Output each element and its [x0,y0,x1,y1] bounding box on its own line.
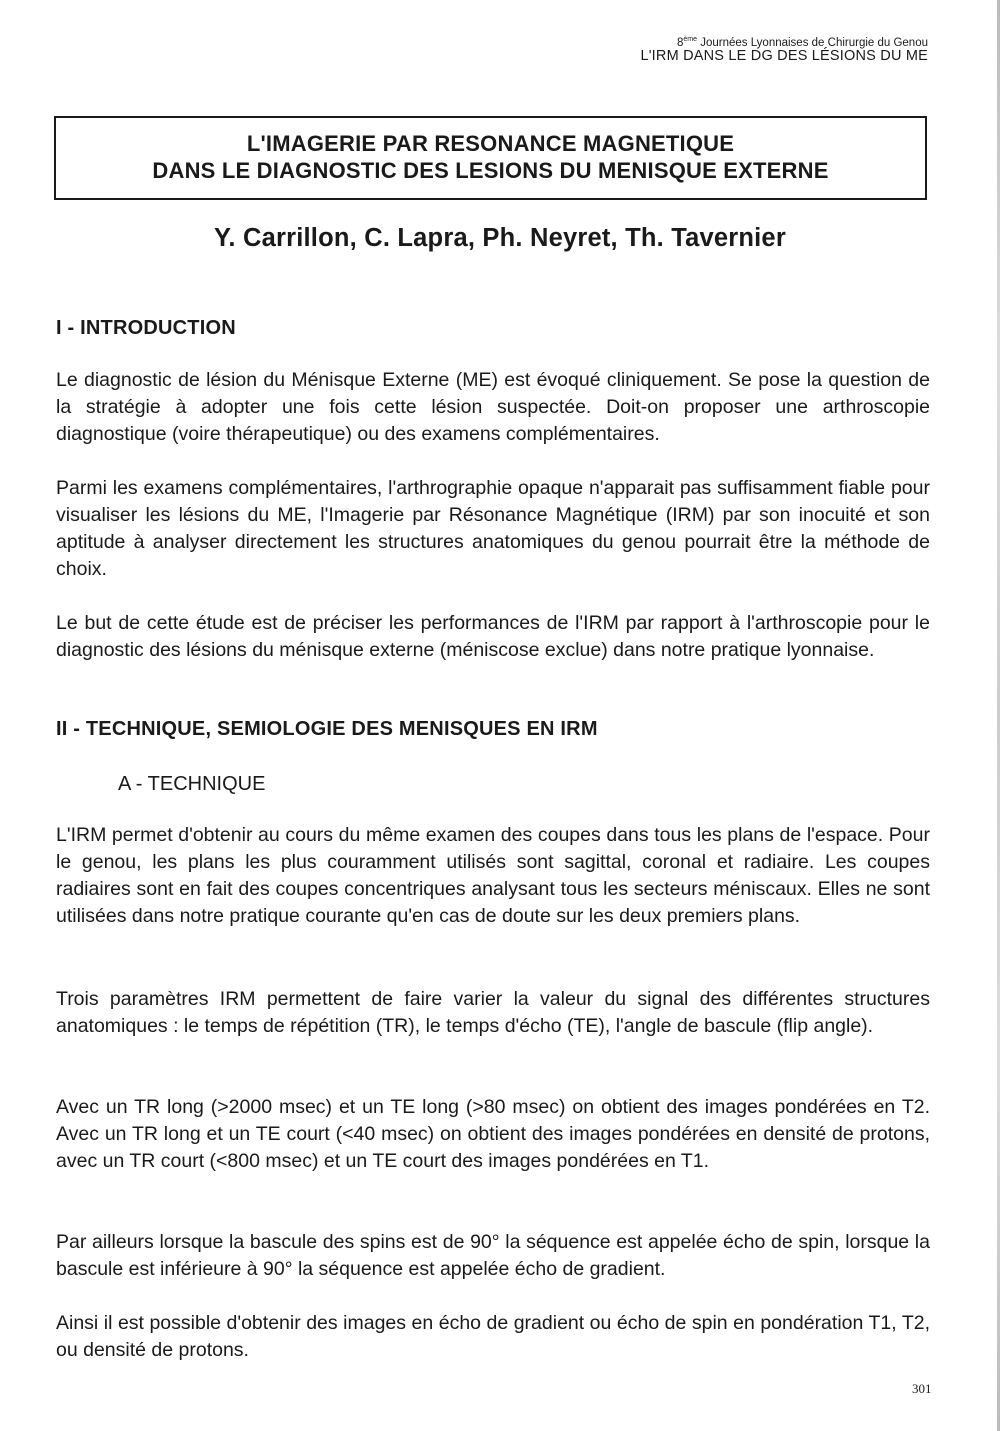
running-header [640,36,928,64]
section-heading-introduction: I - INTRODUCTION [56,317,236,339]
paragraph: Le but de cette étude est de préciser les performances de l'IRM par rapport à l'arthroscopie pour le diagnostic des lésions du ménisque externe (méniscose exclue) dans notre pratique lyonnaise. [56,612,930,661]
section-heading-technique: II - TECHNIQUE, SEMIOLOGIE DES MENISQUES EN IRM [56,718,598,740]
paragraph: Avec un TR long (>2000 msec) et un TE long (>80 msec) on obtient des images pondérées en T2. Avec un TR long et un TE court (<40 msec) on obtient des images pondérées en densité de protons, avec un TR court (<800 msec) et un TE court des images pondérées en T1. [56,1096,930,1172]
paragraph: Trois paramètres IRM permettent de faire varier la valeur du signal des différentes structures anatomiques : le temps de répétition (TR), le temps d'écho (TE), l'angle de bascule (flip angle). [56,988,930,1037]
article-title-line-1: L'IMAGERIE PAR RESONANCE MAGNETIQUE [246,131,735,157]
page-number: 301 [912,1381,932,1396]
paragraph: L'IRM permet d'obtenir au cours du même examen des coupes dans tous les plans de l'espace. Pour le genou, les plans les plus couramment utilisés sont sagittal, coronal et radiaire. Les coupes radiaires sont en fait des coupes concentriques analysant tous les secteurs méniscaux. Elles ne sont utilisées dans notre pratique courante qu'en cas de doute sur les deux premiers plans. [56,824,930,927]
subsection-heading-technique: A - TECHNIQUE [118,773,266,795]
author-list: Y. Carrillon, C. Lapra, Ph. Neyret, Th. Tavernier [214,224,786,252]
running-title: L'IRM DANS LE DG DES LÉSIONS DU ME [640,47,928,64]
paragraph: Le diagnostic de lésion du Ménisque Externe (ME) est évoqué cliniquement. Se pose la question de la stratégie à adopter une fois cette lésion suspectée. Doit-on proposer une arthroscopie diagnostique (voire thérapeutique) ou des examens complémentaires. [56,369,930,445]
article-title-box [54,116,927,200]
paragraph: Par ailleurs lorsque la bascule des spins est de 90° la séquence est appelée écho de spin, lorsque la bascule est inférieure à 90° la séquence est appelée écho de gradient. [56,1231,930,1280]
paragraph: Parmi les examens complémentaires, l'arthrographie opaque n'apparait pas suffisamment fiable pour visualiser les lésions du ME, l'Imagerie par Résonance Magnétique (IRM) par son inocuité et son aptitude à analyser directement les structures anatomiques du genou pourrait être la méthode de choix. [56,477,930,580]
paragraph: Ainsi il est possible d'obtenir des images en écho de gradient ou écho de spin en pondération T1, T2, ou densité de protons. [56,1312,930,1361]
conference-name: 8ème Journées Lyonnaises de Chirurgie du Genou [676,36,928,49]
article-title-line-2: DANS LE DIAGNOSTIC DES LESIONS DU MENISQUE EXTERNE [152,158,829,183]
